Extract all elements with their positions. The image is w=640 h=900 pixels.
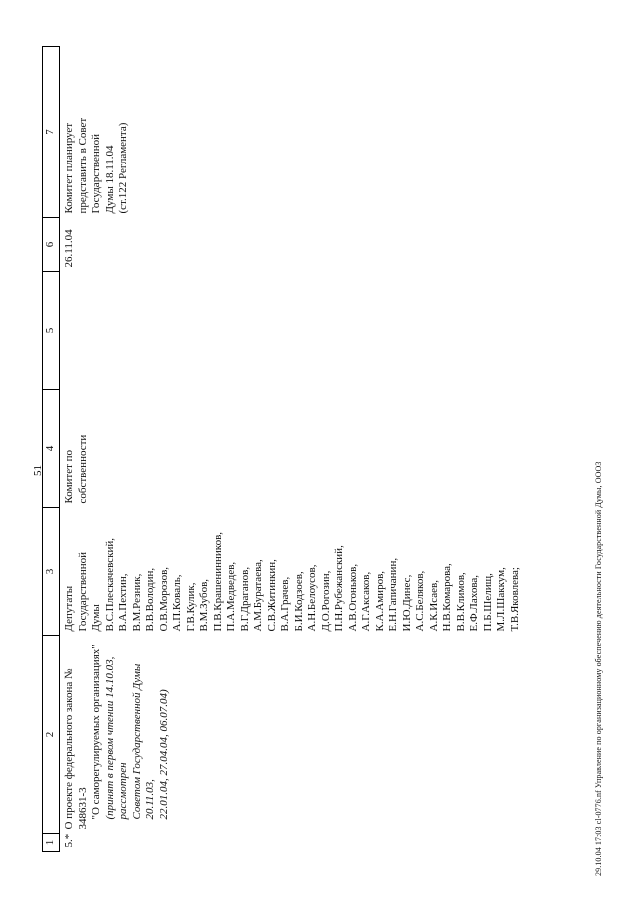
column-header-7: 7 [43, 47, 60, 218]
notes-line: Государственной [90, 133, 102, 214]
initiator-line: И.Ю.Динес, [400, 574, 413, 632]
initiator-line: П.А.Медведев, [225, 561, 237, 632]
initiator-line: В.М.Зубов, [198, 578, 210, 632]
initiator-line: Государственной [76, 551, 89, 632]
notes-line: Думы 18.11.04 [103, 145, 116, 214]
date-cell: 26.11.04 [63, 229, 75, 268]
initiator-line: Е.Н.Гапичанин, [387, 557, 399, 632]
page-number: 51 [32, 465, 44, 476]
initiator-line: П.Н.Рубежанский, [333, 545, 345, 632]
initiator-line: Б.И.Кодзоев, [292, 571, 305, 632]
committee-cell [60, 390, 523, 508]
initiator-line: М.Л.Шаккум, [495, 567, 507, 632]
initiator-line: П.Б.Шелищ, [481, 573, 494, 632]
initiator-line: В.Г.Драганов, [238, 566, 251, 632]
committee-line: Комитет по [63, 449, 75, 504]
initiator-line: Т.В.Яковлева; [508, 567, 521, 632]
initiator-line: А.П.Коваль, [171, 574, 183, 632]
initiator-line: Депутаты [63, 585, 75, 632]
notes-line: (ст.122 Регламента) [117, 122, 129, 214]
law-note-line: (принят в первом чтении 14.10.03, рассмотрен [103, 656, 129, 820]
notes-cell [60, 47, 523, 218]
law-note-line: Советом Государственной Думы 20.11.03, [130, 663, 156, 820]
initiator-line: В.М.Резник, [130, 573, 143, 632]
table-row [60, 47, 523, 852]
initiator-line: О.В.Морозов, [157, 566, 170, 632]
initiator-line: В.В.Климов, [454, 572, 467, 632]
notes-line: представить в Совет [76, 117, 89, 214]
row-number: 5.* [63, 833, 75, 848]
initiator-line: В.В.Володин, [144, 567, 156, 632]
committee-line: собственности [76, 434, 89, 504]
column-header-4: 4 [43, 390, 60, 508]
initiator-line: А.С.Беляков, [414, 570, 426, 632]
initiator-line: К.А.Амиров, [373, 570, 386, 632]
document-page [22, 36, 622, 876]
initiator-line: А.К.Исаев, [427, 580, 440, 632]
initiator-line: В.А.Грачев, [279, 576, 291, 632]
law-title-line: "О саморегулируемых организациях" [90, 644, 102, 820]
column-header-6: 6 [43, 218, 60, 272]
initiator-line: В.С.Плескачевский, [103, 537, 116, 632]
column-5-cell [60, 272, 523, 390]
initiator-line: С.В.Житинкин, [265, 559, 278, 632]
initiator-line: Д.О.Рогозин, [319, 570, 332, 632]
notes-line: Комитет планирует [63, 122, 75, 214]
table-header-row [43, 47, 60, 852]
initiator-line: А.В.Огоньков, [346, 563, 359, 632]
column-header-5: 5 [43, 272, 60, 390]
initiator-line: А.М.Буратаева, [252, 559, 264, 632]
initiators-cell [60, 508, 523, 636]
initiator-line: Н.В.Комарова, [441, 563, 453, 632]
initiator-line: А.Г.Аксаков, [360, 571, 372, 632]
initiator-line: А.Н.Белоусов, [306, 564, 318, 632]
law-title-cell [60, 636, 523, 834]
column-header-1: 1 [43, 834, 60, 852]
law-note-line: 22.01.04, 27.04.04, 06.07.04) [157, 689, 170, 820]
initiator-line: Е.Ф.Лахова, [468, 574, 480, 632]
initiator-line: Думы [90, 604, 102, 632]
initiator-line: В.А.Пехтин, [117, 573, 129, 632]
law-title-line: О проекте федерального закона № 348631-3 [63, 668, 89, 830]
initiator-line: Г.В.Кулик, [184, 582, 197, 632]
column-header-3: 3 [43, 508, 60, 636]
column-header-2: 2 [43, 636, 60, 834]
legislation-table [42, 46, 522, 852]
document-footer: 29.10.04 17:03 cl-0776.nf Управление по организационному обеспечению деятельности Государственной Думы, ООО3 [594, 461, 603, 876]
initiator-line: П.В.Крашенинников, [211, 531, 224, 632]
